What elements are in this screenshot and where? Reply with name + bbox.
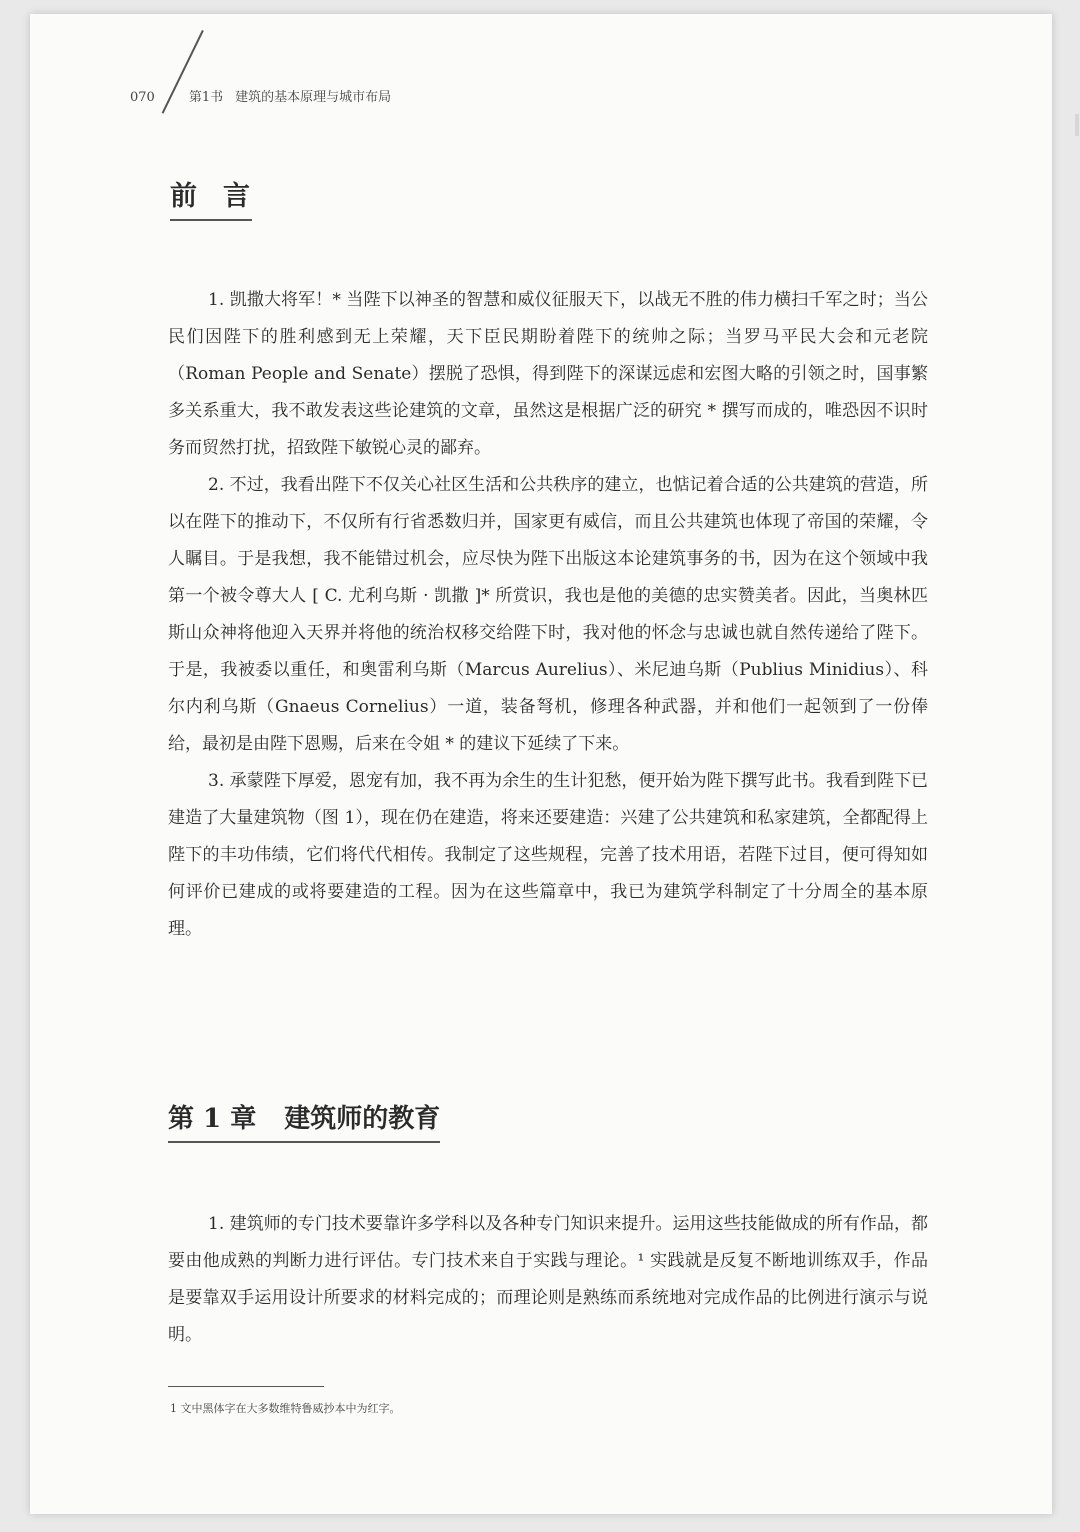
footnote-divider [168, 1386, 324, 1387]
preface-body [168, 282, 928, 948]
preface-title: 前言 [170, 174, 252, 221]
chapter-title [168, 1098, 440, 1143]
preface-paragraph-1: 1. 凯撒大将军！* 当陛下以神圣的智慧和威仪征服天下，以战无不胜的伟力横扫千军之时；当公民们因陛下的胜利感到无上荣耀，天下臣民期盼着陛下的统帅之际；当罗马平民大会和元老院（Roman People and Senate）摆脱了恐惧，得到陛下的深谋远虑和宏图大略的引领之时，国事繁多关系重大，我不敢发表这些论建筑的文章，虽然这是根据广泛的研究 * 撰写而成的，唯恐因不识时务而贸然打扰，招致陛下敏锐心灵的鄙弃。 [168, 290, 928, 458]
chapter-name: 建筑师的教育 [284, 1104, 441, 1134]
chapter-number: 第 1 章 [168, 1104, 257, 1134]
chapter-paragraph-1: 1. 建筑师的专门技术要靠许多学科以及各种专门知识来提升。运用这些技能做成的所有作品，都要由他成熟的判断力进行评估。专门技术来自于实践与理论。¹ 实践就是反复不断地训练双手，作品是要靠双手运用设计所要求的材料完成的；而理论则是熟练而系统地对完成作品的比例进行演示与说明。 [168, 1214, 928, 1345]
chapter-body [168, 1206, 928, 1354]
page-edge-mark [1075, 114, 1079, 136]
running-head [130, 86, 391, 105]
book-label: 第1书 [188, 90, 224, 105]
book-title: 建筑的基本原理与城市布局 [235, 90, 392, 105]
preface-paragraph-2: 2. 不过，我看出陛下不仅关心社区生活和公共秩序的建立，也惦记着合适的公共建筑的营造，所以在陛下的推动下，不仅所有行省悉数归并，国家更有威信，而且公共建筑也体现了帝国的荣耀，令人瞩目。于是我想，我不能错过机会，应尽快为陛下出版这本论建筑事务的书，因为在这个领域中我第一个被令尊大人 [ C. 尤利乌斯 · 凯撒 ]* 所赏识，我也是他的美德的忠实赞美者。因此，当奥林匹斯山众神将他迎入天界并将他的统治权移交给陛下时，我对他的怀念与忠诚也就自然传递给了陛下。于是，我被委以重任，和奥雷利乌斯（Marcus Aurelius）、米尼迪乌斯（Publius Minidius）、科尔内利乌斯（Gnaeus Cornelius）一道，装备弩机，修理各种武器，并和他们一起领到了一份俸给，最初是由陛下恩赐，后来在令姐 * 的建议下延续了下来。 [168, 475, 928, 754]
page-number: 070 [130, 90, 155, 105]
footnote: 1 文中黑体字在大多数维特鲁威抄本中为红字。 [170, 1402, 401, 1415]
preface-paragraph-3: 3. 承蒙陛下厚爱，恩宠有加，我不再为余生的生计犯愁，便开始为陛下撰写此书。我看到陛下已建造了大量建筑物（图 1），现在仍在建造，将来还要建造：兴建了公共建筑和私家建筑，全都配得上陛下的丰功伟绩，它们将代代相传。我制定了这些规程，完善了技术用语，若陛下过目，便可得知如何评价已建成的或将要建造的工程。因为在这些篇章中，我已为建筑学科制定了十分周全的基本原理。 [168, 771, 928, 939]
book-page [30, 14, 1052, 1514]
